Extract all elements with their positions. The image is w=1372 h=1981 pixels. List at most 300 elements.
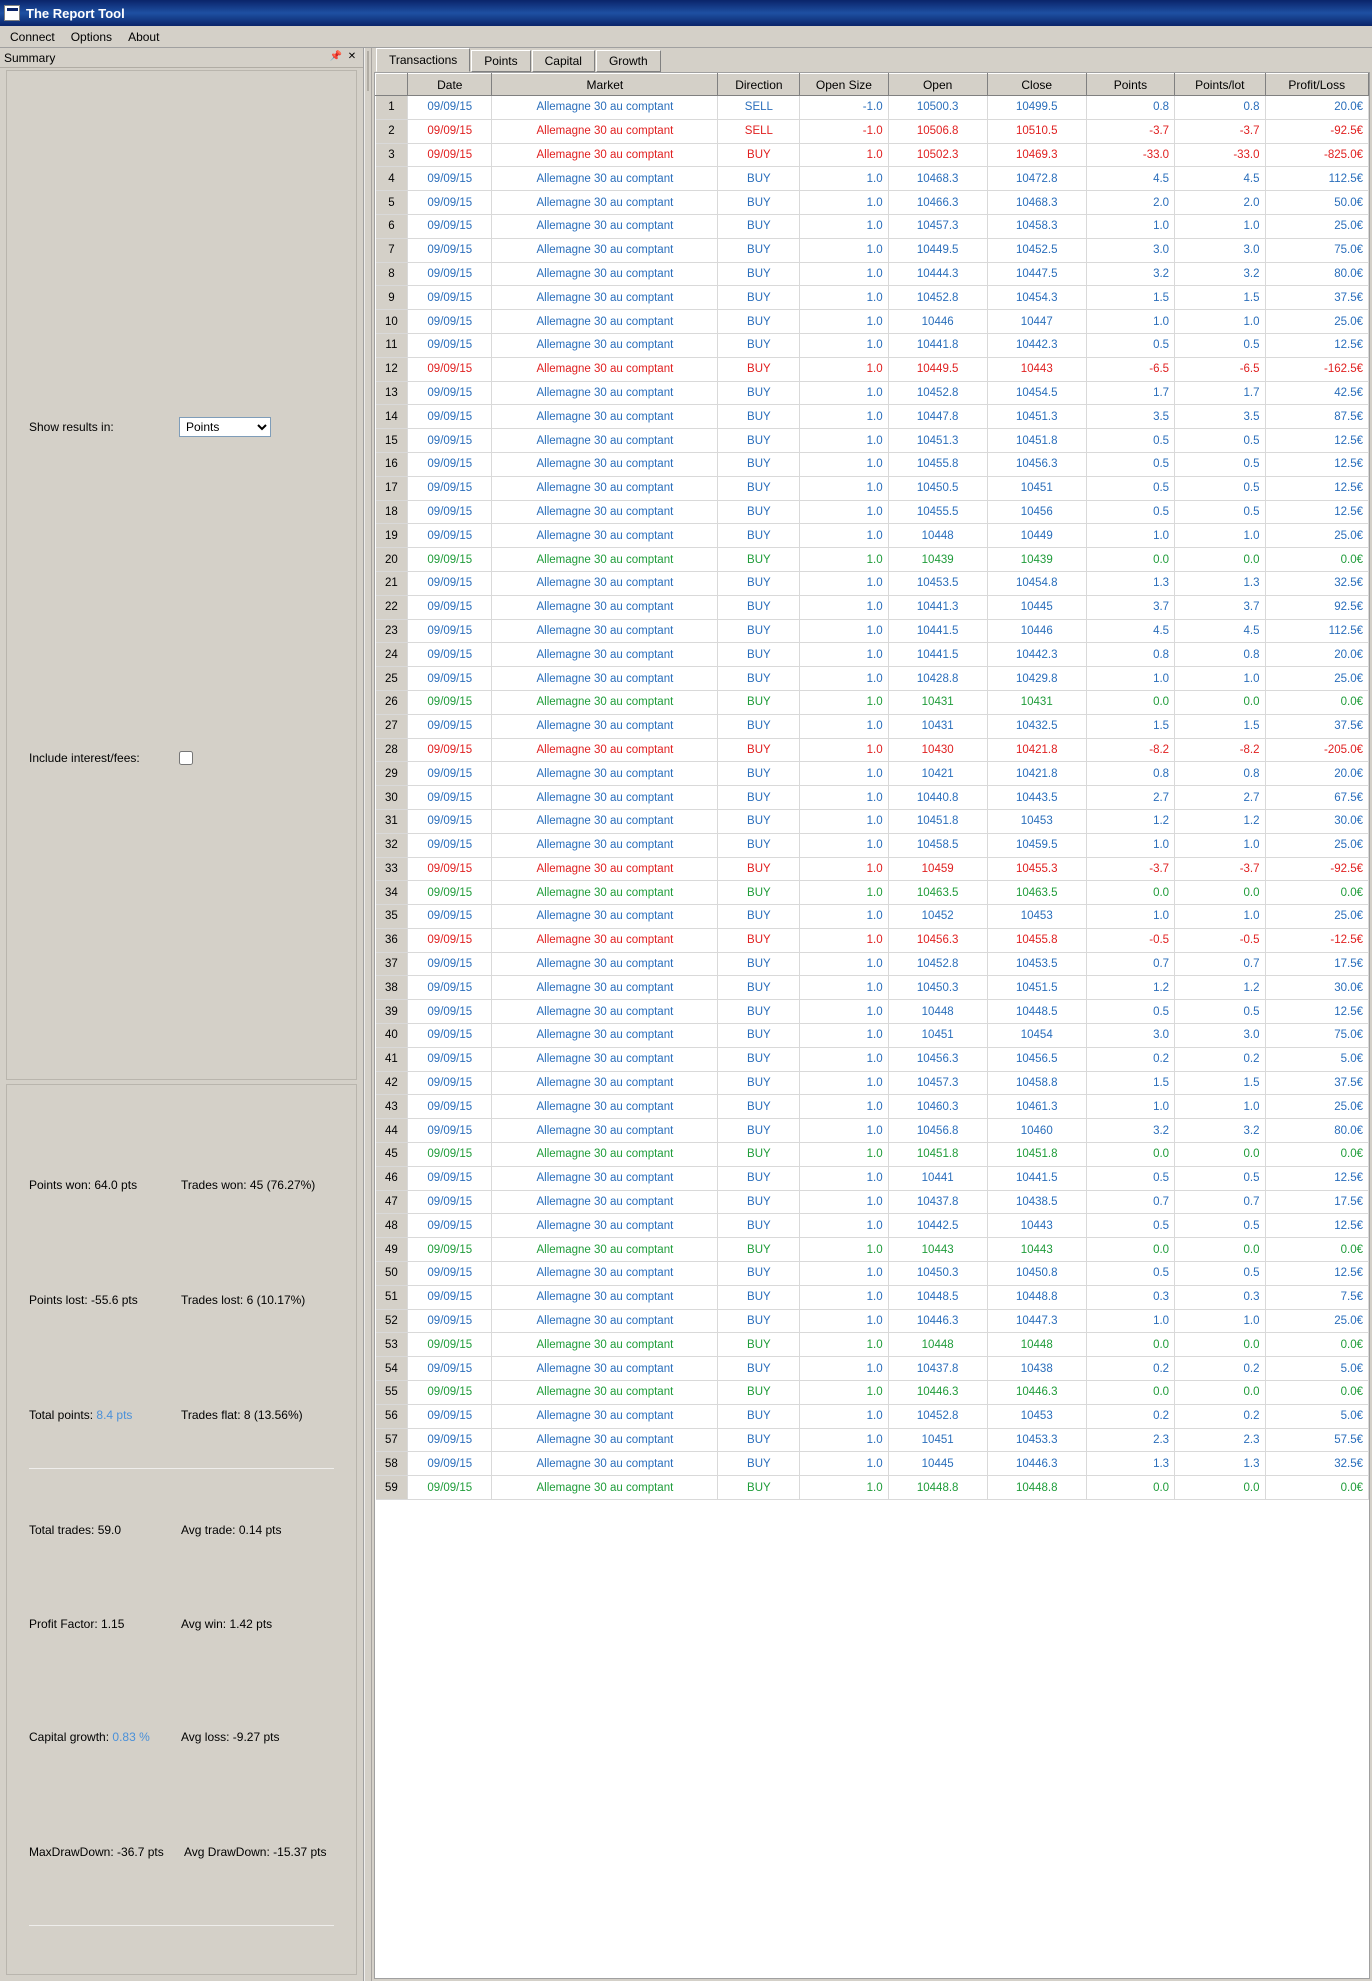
- cell-date: 09/09/15: [408, 119, 492, 143]
- cell-direction: BUY: [718, 143, 800, 167]
- row-number[interactable]: 53: [376, 1333, 408, 1357]
- row-number[interactable]: 12: [376, 357, 408, 381]
- table-row[interactable]: [376, 1428, 1369, 1452]
- cell-open-size: 1.0: [800, 1309, 888, 1333]
- row-number[interactable]: 7: [376, 238, 408, 262]
- cell-open: 10437.8: [888, 1357, 987, 1381]
- window-title: The Report Tool: [26, 5, 125, 21]
- cell-open-size: 1.0: [800, 571, 888, 595]
- cell-points: 0.3: [1086, 1285, 1174, 1309]
- cell-open-size: 1.0: [800, 357, 888, 381]
- table-row[interactable]: [376, 167, 1369, 191]
- cell-open-size: 1.0: [800, 214, 888, 238]
- row-number[interactable]: 17: [376, 476, 408, 500]
- close-icon[interactable]: ✕: [347, 50, 357, 62]
- menu-item-about[interactable]: About: [128, 29, 160, 44]
- app-window-icon: [4, 5, 20, 21]
- cell-points: 0.2: [1086, 1357, 1174, 1381]
- cell-date: 09/09/15: [408, 1000, 492, 1024]
- cell-points: 1.3: [1086, 571, 1174, 595]
- cell-open: 10451: [888, 1024, 987, 1048]
- cell-market: Allemagne 30 au comptant: [492, 1047, 718, 1071]
- cell-market: Allemagne 30 au comptant: [492, 238, 718, 262]
- cell-open: 10450.3: [888, 976, 987, 1000]
- table-row[interactable]: [376, 667, 1369, 691]
- cell-direction: BUY: [718, 214, 800, 238]
- table-row[interactable]: [376, 1333, 1369, 1357]
- cell-date: 09/09/15: [408, 500, 492, 524]
- include-fees-checkbox[interactable]: [179, 751, 193, 765]
- cell-direction: BUY: [718, 405, 800, 429]
- row-number[interactable]: 9: [376, 286, 408, 310]
- table-row[interactable]: [376, 357, 1369, 381]
- row-number[interactable]: 30: [376, 786, 408, 810]
- cell-open-size: 1.0: [800, 1333, 888, 1357]
- row-number[interactable]: 33: [376, 857, 408, 881]
- cell-points: 1.3: [1086, 1452, 1174, 1476]
- cell-direction: BUY: [718, 1262, 800, 1286]
- table-row[interactable]: [376, 1476, 1369, 1500]
- cell-date: 09/09/15: [408, 310, 492, 334]
- cell-market: Allemagne 30 au comptant: [492, 429, 718, 453]
- cell-date: 09/09/15: [408, 1476, 492, 1500]
- cell-market: Allemagne 30 au comptant: [492, 738, 718, 762]
- table-row[interactable]: [376, 786, 1369, 810]
- row-number[interactable]: 38: [376, 976, 408, 1000]
- row-number[interactable]: 11: [376, 333, 408, 357]
- cell-date: 09/09/15: [408, 786, 492, 810]
- cell-points-lot: 0.2: [1175, 1047, 1265, 1071]
- tab-bar: [372, 48, 1372, 72]
- cell-points: 1.0: [1086, 310, 1174, 334]
- cell-market: Allemagne 30 au comptant: [492, 1262, 718, 1286]
- cell-points: 0.5: [1086, 1214, 1174, 1238]
- row-number[interactable]: 31: [376, 809, 408, 833]
- table-row[interactable]: [376, 310, 1369, 334]
- table-row[interactable]: [376, 1047, 1369, 1071]
- cell-points: 1.0: [1086, 667, 1174, 691]
- table-row[interactable]: [376, 1452, 1369, 1476]
- panel-splitter[interactable]: [364, 48, 372, 1981]
- cell-market: Allemagne 30 au comptant: [492, 976, 718, 1000]
- cell-close: 10446.3: [987, 1381, 1086, 1405]
- cell-open: 10449.5: [888, 238, 987, 262]
- table-row[interactable]: [376, 1190, 1369, 1214]
- cell-close: 10442.3: [987, 333, 1086, 357]
- row-number[interactable]: 15: [376, 429, 408, 453]
- row-number[interactable]: 48: [376, 1214, 408, 1238]
- cell-direction: BUY: [718, 857, 800, 881]
- table-row[interactable]: [376, 571, 1369, 595]
- table-row[interactable]: [376, 238, 1369, 262]
- cell-direction: SELL: [718, 96, 800, 120]
- trades-flat-label: Trades flat: 8 (13.56%): [181, 1408, 303, 1422]
- table-row[interactable]: [376, 809, 1369, 833]
- table-row[interactable]: [376, 714, 1369, 738]
- cell-direction: BUY: [718, 1143, 800, 1167]
- cell-close: 10439: [987, 548, 1086, 572]
- table-row[interactable]: [376, 952, 1369, 976]
- row-number[interactable]: 29: [376, 762, 408, 786]
- cell-close: 10454: [987, 1024, 1086, 1048]
- cell-points: 1.5: [1086, 1071, 1174, 1095]
- cell-date: 09/09/15: [408, 1333, 492, 1357]
- cell-close: 10460: [987, 1119, 1086, 1143]
- table-row[interactable]: [376, 1357, 1369, 1381]
- menu-item-connect[interactable]: Connect: [10, 29, 55, 44]
- table-row[interactable]: [376, 381, 1369, 405]
- transactions-grid-scroll[interactable]: [375, 73, 1369, 1978]
- cell-direction: BUY: [718, 500, 800, 524]
- table-row[interactable]: [376, 1238, 1369, 1262]
- row-number[interactable]: 56: [376, 1404, 408, 1428]
- cell-close: 10468.3: [987, 191, 1086, 215]
- cell-points: 0.5: [1086, 500, 1174, 524]
- cell-market: Allemagne 30 au comptant: [492, 1357, 718, 1381]
- cell-profit-loss: 12.5€: [1265, 1262, 1368, 1286]
- table-row[interactable]: [376, 1262, 1369, 1286]
- tab-growth[interactable]: Growth: [596, 50, 661, 72]
- cell-date: 09/09/15: [408, 1285, 492, 1309]
- cell-date: 09/09/15: [408, 809, 492, 833]
- row-number[interactable]: 13: [376, 381, 408, 405]
- row-number[interactable]: 8: [376, 262, 408, 286]
- cell-date: 09/09/15: [408, 143, 492, 167]
- table-row[interactable]: [376, 1000, 1369, 1024]
- table-row[interactable]: [376, 119, 1369, 143]
- row-number[interactable]: 42: [376, 1071, 408, 1095]
- pin-icon[interactable]: 📌: [329, 50, 343, 62]
- row-number[interactable]: 16: [376, 452, 408, 476]
- cell-points-lot: 3.2: [1175, 1119, 1265, 1143]
- table-row[interactable]: [376, 96, 1369, 120]
- cell-open-size: 1.0: [800, 405, 888, 429]
- cell-open-size: 1.0: [800, 833, 888, 857]
- cell-points-lot: 1.0: [1175, 667, 1265, 691]
- cell-close: 10443: [987, 1238, 1086, 1262]
- table-row[interactable]: [376, 762, 1369, 786]
- cell-open: 10459: [888, 857, 987, 881]
- row-number[interactable]: 44: [376, 1119, 408, 1143]
- cell-points-lot: 0.7: [1175, 952, 1265, 976]
- row-number[interactable]: 6: [376, 214, 408, 238]
- cell-points: -6.5: [1086, 357, 1174, 381]
- cell-date: 09/09/15: [408, 286, 492, 310]
- cell-points-lot: 1.0: [1175, 214, 1265, 238]
- row-number[interactable]: 46: [376, 1166, 408, 1190]
- cell-points: 0.5: [1086, 1166, 1174, 1190]
- cell-market: Allemagne 30 au comptant: [492, 643, 718, 667]
- row-number[interactable]: 32: [376, 833, 408, 857]
- cell-profit-loss: 0.0€: [1265, 690, 1368, 714]
- cell-direction: BUY: [718, 1309, 800, 1333]
- cell-points-lot: 1.5: [1175, 286, 1265, 310]
- row-number[interactable]: 3: [376, 143, 408, 167]
- cell-profit-loss: 20.0€: [1265, 762, 1368, 786]
- row-number[interactable]: 50: [376, 1262, 408, 1286]
- row-number[interactable]: 57: [376, 1428, 408, 1452]
- table-row[interactable]: [376, 905, 1369, 929]
- cell-points-lot: 1.2: [1175, 976, 1265, 1000]
- cell-close: 10421.8: [987, 762, 1086, 786]
- cell-close: 10451.8: [987, 1143, 1086, 1167]
- summary-panel: [0, 48, 364, 1981]
- table-row[interactable]: [376, 548, 1369, 572]
- row-number[interactable]: 58: [376, 1452, 408, 1476]
- row-number[interactable]: 14: [376, 405, 408, 429]
- cell-market: Allemagne 30 au comptant: [492, 286, 718, 310]
- cell-open: 10452: [888, 905, 987, 929]
- row-number[interactable]: 37: [376, 952, 408, 976]
- cell-open: 10450.5: [888, 476, 987, 500]
- row-number[interactable]: 25: [376, 667, 408, 691]
- row-number[interactable]: 49: [376, 1238, 408, 1262]
- table-row[interactable]: [376, 1119, 1369, 1143]
- table-row[interactable]: [376, 191, 1369, 215]
- cell-close: 10445: [987, 595, 1086, 619]
- table-row[interactable]: [376, 881, 1369, 905]
- cell-market: Allemagne 30 au comptant: [492, 1143, 718, 1167]
- table-row[interactable]: [376, 500, 1369, 524]
- cell-market: Allemagne 30 au comptant: [492, 214, 718, 238]
- row-number[interactable]: 28: [376, 738, 408, 762]
- table-row[interactable]: [376, 524, 1369, 548]
- cell-profit-loss: -825.0€: [1265, 143, 1368, 167]
- row-number[interactable]: 24: [376, 643, 408, 667]
- row-number[interactable]: 26: [376, 690, 408, 714]
- tab-capital[interactable]: Capital: [532, 50, 595, 72]
- tab-transactions[interactable]: Transactions: [376, 48, 470, 72]
- row-number[interactable]: 20: [376, 548, 408, 572]
- cell-open: 10455.8: [888, 452, 987, 476]
- column-header-open-size[interactable]: Open Size: [800, 74, 888, 96]
- column-header-direction[interactable]: Direction: [718, 74, 800, 96]
- table-row[interactable]: [376, 619, 1369, 643]
- table-row[interactable]: [376, 690, 1369, 714]
- row-number[interactable]: 45: [376, 1143, 408, 1167]
- row-number[interactable]: 19: [376, 524, 408, 548]
- show-results-select[interactable]: [179, 417, 271, 437]
- table-row[interactable]: [376, 1309, 1369, 1333]
- cell-points: 1.2: [1086, 976, 1174, 1000]
- row-number[interactable]: 5: [376, 191, 408, 215]
- table-row[interactable]: [376, 976, 1369, 1000]
- row-number[interactable]: 47: [376, 1190, 408, 1214]
- cell-market: Allemagne 30 au comptant: [492, 881, 718, 905]
- cell-close: 10442.3: [987, 643, 1086, 667]
- cell-open: 10451.3: [888, 429, 987, 453]
- cell-profit-loss: 50.0€: [1265, 191, 1368, 215]
- column-header-close[interactable]: Close: [987, 74, 1086, 96]
- summary-panel-title: Summary: [4, 50, 56, 65]
- cell-open: 10468.3: [888, 167, 987, 191]
- cell-direction: BUY: [718, 1071, 800, 1095]
- cell-open: 10442.5: [888, 1214, 987, 1238]
- cell-open-size: 1.0: [800, 143, 888, 167]
- cell-close: 10472.8: [987, 167, 1086, 191]
- cell-open-size: 1.0: [800, 167, 888, 191]
- cell-market: Allemagne 30 au comptant: [492, 1333, 718, 1357]
- cell-open: 10452.8: [888, 286, 987, 310]
- row-number[interactable]: 22: [376, 595, 408, 619]
- row-number[interactable]: 36: [376, 928, 408, 952]
- table-row[interactable]: [376, 1071, 1369, 1095]
- table-row[interactable]: [376, 1095, 1369, 1119]
- table-row[interactable]: [376, 857, 1369, 881]
- table-row[interactable]: [376, 333, 1369, 357]
- cell-points-lot: 1.0: [1175, 524, 1265, 548]
- row-number[interactable]: 23: [376, 619, 408, 643]
- cell-market: Allemagne 30 au comptant: [492, 119, 718, 143]
- table-row[interactable]: [376, 476, 1369, 500]
- cell-points: 0.2: [1086, 1404, 1174, 1428]
- row-number[interactable]: 34: [376, 881, 408, 905]
- cell-open: 10441.5: [888, 619, 987, 643]
- tab-points[interactable]: Points: [471, 50, 530, 72]
- table-row[interactable]: [376, 1024, 1369, 1048]
- cell-points: 0.5: [1086, 452, 1174, 476]
- cell-market: Allemagne 30 au comptant: [492, 1119, 718, 1143]
- table-row[interactable]: [376, 1285, 1369, 1309]
- row-number[interactable]: 10: [376, 310, 408, 334]
- cell-profit-loss: 17.5€: [1265, 1190, 1368, 1214]
- column-header-open[interactable]: Open: [888, 74, 987, 96]
- cell-direction: BUY: [718, 1357, 800, 1381]
- profit-factor-label: Profit Factor: 1.15: [29, 1617, 125, 1631]
- cell-market: Allemagne 30 au comptant: [492, 833, 718, 857]
- table-row[interactable]: [376, 1404, 1369, 1428]
- table-row[interactable]: [376, 833, 1369, 857]
- cell-date: 09/09/15: [408, 238, 492, 262]
- cell-close: 10453: [987, 809, 1086, 833]
- column-header-market[interactable]: Market: [492, 74, 718, 96]
- cell-direction: BUY: [718, 738, 800, 762]
- cell-profit-loss: 5.0€: [1265, 1404, 1368, 1428]
- column-header-profit-loss[interactable]: Profit/Loss: [1265, 74, 1368, 96]
- row-number[interactable]: 40: [376, 1024, 408, 1048]
- cell-points-lot: 0.2: [1175, 1357, 1265, 1381]
- cell-open: 10430: [888, 738, 987, 762]
- column-header-points-lot[interactable]: Points/lot: [1175, 74, 1265, 96]
- table-row[interactable]: [376, 429, 1369, 453]
- row-number[interactable]: 43: [376, 1095, 408, 1119]
- cell-points-lot: 0.2: [1175, 1404, 1265, 1428]
- cell-points-lot: 1.3: [1175, 571, 1265, 595]
- cell-points: 3.2: [1086, 1119, 1174, 1143]
- cell-profit-loss: 0.0€: [1265, 881, 1368, 905]
- table-row[interactable]: [376, 595, 1369, 619]
- cell-direction: BUY: [718, 952, 800, 976]
- cell-close: 10456: [987, 500, 1086, 524]
- cell-profit-loss: 87.5€: [1265, 405, 1368, 429]
- table-row[interactable]: [376, 143, 1369, 167]
- column-header-points[interactable]: Points: [1086, 74, 1174, 96]
- cell-points-lot: 1.7: [1175, 381, 1265, 405]
- stat-row-points-lost: [7, 1293, 356, 1307]
- table-row[interactable]: [376, 405, 1369, 429]
- cell-points-lot: 0.0: [1175, 1333, 1265, 1357]
- cell-points: 1.2: [1086, 809, 1174, 833]
- cell-open-size: -1.0: [800, 96, 888, 120]
- cell-open: 10451: [888, 1428, 987, 1452]
- table-row[interactable]: [376, 1381, 1369, 1405]
- row-number[interactable]: 1: [376, 96, 408, 120]
- cell-close: 10454.3: [987, 286, 1086, 310]
- table-row[interactable]: [376, 286, 1369, 310]
- cell-open-size: 1.0: [800, 1047, 888, 1071]
- table-row[interactable]: [376, 738, 1369, 762]
- row-number[interactable]: 27: [376, 714, 408, 738]
- table-row[interactable]: [376, 1143, 1369, 1167]
- cell-close: 10456.5: [987, 1047, 1086, 1071]
- cell-points: 1.5: [1086, 714, 1174, 738]
- row-number[interactable]: 4: [376, 167, 408, 191]
- table-row[interactable]: [376, 214, 1369, 238]
- row-number[interactable]: 2: [376, 119, 408, 143]
- row-number[interactable]: 54: [376, 1357, 408, 1381]
- cell-direction: SELL: [718, 119, 800, 143]
- cell-direction: BUY: [718, 762, 800, 786]
- row-number[interactable]: 35: [376, 905, 408, 929]
- cell-open: 10457.3: [888, 1071, 987, 1095]
- row-number[interactable]: 39: [376, 1000, 408, 1024]
- column-header-date[interactable]: Date: [408, 74, 492, 96]
- row-number[interactable]: 55: [376, 1381, 408, 1405]
- menu-item-options[interactable]: Options: [70, 29, 113, 44]
- cell-direction: BUY: [718, 1381, 800, 1405]
- cell-direction: BUY: [718, 1404, 800, 1428]
- table-row[interactable]: [376, 262, 1369, 286]
- cell-open-size: 1.0: [800, 429, 888, 453]
- cell-profit-loss: 75.0€: [1265, 1024, 1368, 1048]
- cell-date: 09/09/15: [408, 690, 492, 714]
- cell-market: Allemagne 30 au comptant: [492, 714, 718, 738]
- cell-points: 0.0: [1086, 881, 1174, 905]
- cell-market: Allemagne 30 au comptant: [492, 143, 718, 167]
- table-row[interactable]: [376, 928, 1369, 952]
- cell-points-lot: 0.5: [1175, 1000, 1265, 1024]
- row-number[interactable]: 52: [376, 1309, 408, 1333]
- cell-close: 10449: [987, 524, 1086, 548]
- cell-points-lot: 0.5: [1175, 476, 1265, 500]
- cell-points-lot: -0.5: [1175, 928, 1265, 952]
- row-number[interactable]: 51: [376, 1285, 408, 1309]
- cell-open-size: 1.0: [800, 690, 888, 714]
- cell-date: 09/09/15: [408, 1428, 492, 1452]
- row-number[interactable]: 18: [376, 500, 408, 524]
- cell-close: 10499.5: [987, 96, 1086, 120]
- cell-close: 10441.5: [987, 1166, 1086, 1190]
- cell-market: Allemagne 30 au comptant: [492, 310, 718, 334]
- table-row[interactable]: [376, 1214, 1369, 1238]
- row-number[interactable]: 59: [376, 1476, 408, 1500]
- table-row[interactable]: [376, 643, 1369, 667]
- row-number[interactable]: 41: [376, 1047, 408, 1071]
- cell-points-lot: 1.2: [1175, 809, 1265, 833]
- cell-date: 09/09/15: [408, 1190, 492, 1214]
- row-number[interactable]: 21: [376, 571, 408, 595]
- cell-profit-loss: 17.5€: [1265, 952, 1368, 976]
- cell-open-size: 1.0: [800, 881, 888, 905]
- cell-open: 10441: [888, 1166, 987, 1190]
- cell-direction: BUY: [718, 333, 800, 357]
- cell-market: Allemagne 30 au comptant: [492, 452, 718, 476]
- table-row[interactable]: [376, 452, 1369, 476]
- table-row[interactable]: [376, 1166, 1369, 1190]
- cell-profit-loss: 112.5€: [1265, 619, 1368, 643]
- trades-lost-label: Trades lost: 6 (10.17%): [181, 1293, 306, 1307]
- avg-loss-label: Avg loss: -9.27 pts: [181, 1730, 280, 1744]
